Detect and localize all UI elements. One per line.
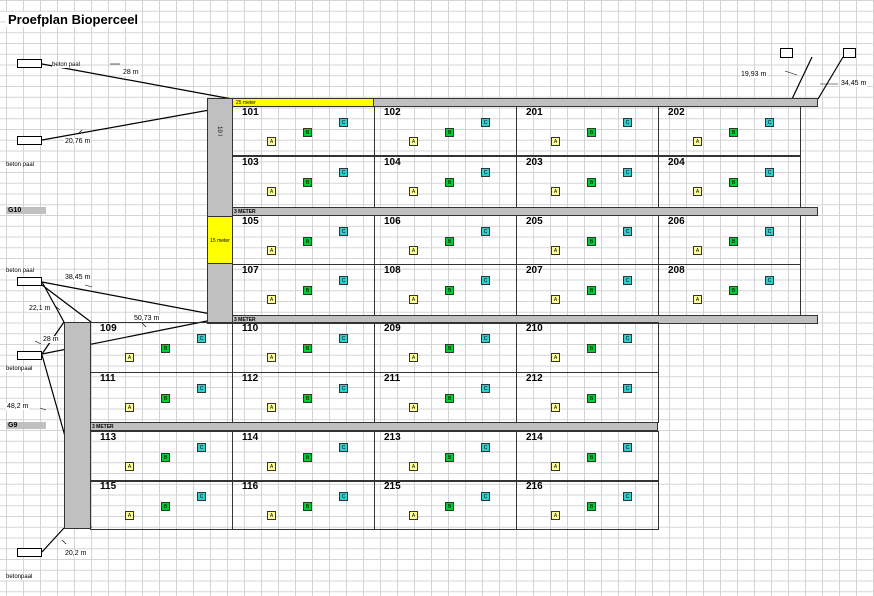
plot-number: 212 [526, 373, 543, 384]
marker-b: B [729, 237, 738, 246]
marker-a: A [409, 403, 418, 412]
plot-109 [90, 322, 233, 373]
group-label-g10: G10 [6, 207, 46, 214]
marker-a: A [551, 403, 560, 412]
plot-103 [232, 156, 375, 208]
marker-b: B [161, 502, 170, 511]
marker-b: B [445, 502, 454, 511]
marker-b: B [303, 237, 312, 246]
marker-b: B [303, 394, 312, 403]
plot-number: 107 [242, 265, 259, 276]
marker-a: A [267, 295, 276, 304]
plot-number: 102 [384, 107, 401, 118]
marker-a: A [693, 137, 702, 146]
marker-a: A [409, 295, 418, 304]
plot-203 [516, 156, 659, 208]
measurement-label: 38,45 m [65, 274, 91, 281]
marker-c: C [765, 168, 774, 177]
measurement-label: 22,1 m [29, 305, 51, 312]
marker-c: C [339, 492, 348, 501]
marker-a: A [267, 403, 276, 412]
marker-c: C [197, 443, 206, 452]
pole-label: beton paal [6, 162, 35, 168]
marker-a: A [267, 187, 276, 196]
plot-number: 215 [384, 481, 401, 492]
marker-a: A [693, 246, 702, 255]
beton-pole-left-2 [17, 136, 42, 145]
plot-115 [90, 480, 233, 530]
marker-c: C [623, 492, 632, 501]
betonpole-left-5 [17, 548, 42, 557]
label-25-meter: 25 meter [232, 98, 374, 107]
marker-b: B [587, 394, 596, 403]
marker-b: B [587, 178, 596, 187]
marker-b: B [729, 286, 738, 295]
plot-number: 110 [242, 323, 259, 334]
page-title: Proefplan Bioperceel [8, 12, 139, 27]
marker-c: C [481, 227, 490, 236]
marker-c: C [339, 384, 348, 393]
marker-c: C [623, 334, 632, 343]
plot-number: 112 [242, 373, 259, 384]
plot-204 [658, 156, 801, 208]
plot-number: 103 [242, 157, 259, 168]
marker-a: A [267, 137, 276, 146]
plot-107 [232, 264, 375, 316]
marker-a: A [125, 462, 134, 471]
pole-label: beton paal [52, 62, 81, 68]
label-10-meter: 10 l [215, 126, 222, 136]
measurement-label: 28 m [123, 69, 139, 76]
plot-110 [232, 322, 375, 373]
pole-label: beton paal [6, 268, 35, 274]
plot-111 [90, 372, 233, 423]
marker-c: C [481, 334, 490, 343]
plot-number: 213 [384, 432, 401, 443]
path-vertical-lower [64, 322, 91, 529]
plot-106 [374, 215, 517, 265]
marker-a: A [551, 295, 560, 304]
plot-209 [374, 322, 517, 373]
plot-number: 114 [242, 432, 259, 443]
plot-number: 111 [100, 373, 116, 384]
plot-214 [516, 431, 659, 482]
marker-b: B [303, 344, 312, 353]
measurement-label: 20,76 m [65, 138, 91, 145]
plot-number: 109 [100, 323, 117, 334]
measurement-label: 20,2 m [65, 550, 87, 557]
marker-a: A [409, 462, 418, 471]
marker-c: C [339, 227, 348, 236]
marker-a: A [551, 511, 560, 520]
plot-105 [232, 215, 375, 265]
marker-c: C [197, 492, 206, 501]
marker-c: C [623, 227, 632, 236]
plot-number: 106 [384, 216, 401, 227]
marker-b: B [445, 394, 454, 403]
plot-number: 207 [526, 265, 543, 276]
marker-a: A [125, 511, 134, 520]
path-row-2: 3 METER [232, 315, 818, 324]
marker-c: C [481, 492, 490, 501]
plot-108 [374, 264, 517, 316]
plot-113 [90, 431, 233, 482]
measurement-label: 28 m [43, 336, 59, 343]
group-label-g9: G9 [6, 422, 46, 429]
marker-c: C [623, 118, 632, 127]
marker-c: C [765, 227, 774, 236]
marker-a: A [551, 353, 560, 362]
marker-c: C [197, 334, 206, 343]
marker-b: B [303, 502, 312, 511]
marker-c: C [481, 168, 490, 177]
plot-101 [232, 106, 375, 156]
plot-number: 216 [526, 481, 543, 492]
plot-number: 202 [668, 107, 685, 118]
marker-b: B [729, 178, 738, 187]
path-row-1: 3 METER [232, 207, 818, 216]
marker-b: B [161, 344, 170, 353]
marker-a: A [693, 187, 702, 196]
marker-b: B [445, 237, 454, 246]
marker-c: C [339, 118, 348, 127]
plot-number: 108 [384, 265, 401, 276]
marker-a: A [267, 246, 276, 255]
marker-a: A [409, 187, 418, 196]
plot-number: 206 [668, 216, 685, 227]
plot-number: 205 [526, 216, 543, 227]
marker-b: B [303, 178, 312, 187]
marker-b: B [445, 453, 454, 462]
marker-a: A [693, 295, 702, 304]
marker-c: C [339, 168, 348, 177]
plot-number: 214 [526, 432, 543, 443]
marker-a: A [551, 462, 560, 471]
marker-a: A [551, 187, 560, 196]
marker-a: A [409, 353, 418, 362]
measurement-label: 19,93 m [741, 71, 767, 78]
beton-pole-top-right-2 [843, 48, 856, 58]
pole-label: betonpaal [6, 574, 33, 580]
plot-210 [516, 322, 659, 373]
marker-a: A [551, 137, 560, 146]
plot-212 [516, 372, 659, 423]
marker-c: C [623, 276, 632, 285]
plot-116 [232, 480, 375, 530]
marker-a: A [409, 246, 418, 255]
marker-b: B [587, 453, 596, 462]
marker-b: B [729, 128, 738, 137]
measurement-label: 34,45 m [841, 80, 867, 87]
marker-a: A [409, 137, 418, 146]
marker-b: B [587, 344, 596, 353]
marker-c: C [623, 443, 632, 452]
marker-c: C [481, 118, 490, 127]
marker-a: A [267, 353, 276, 362]
plot-201 [516, 106, 659, 156]
plot-number: 201 [526, 107, 543, 118]
plot-112 [232, 372, 375, 423]
plot-202 [658, 106, 801, 156]
measurement-label: 48,2 m [7, 403, 29, 410]
plot-number: 113 [100, 432, 117, 443]
marker-c: C [481, 384, 490, 393]
marker-b: B [445, 344, 454, 353]
marker-b: B [161, 394, 170, 403]
plot-number: 208 [668, 265, 685, 276]
marker-c: C [197, 384, 206, 393]
marker-b: B [587, 128, 596, 137]
marker-a: A [125, 353, 134, 362]
marker-c: C [339, 443, 348, 452]
marker-c: C [623, 168, 632, 177]
marker-c: C [481, 276, 490, 285]
marker-a: A [551, 246, 560, 255]
label-15-meter: 15 meter [207, 216, 233, 264]
beton-pole-left-3 [17, 277, 42, 286]
plot-number: 115 [100, 481, 117, 492]
marker-c: C [623, 384, 632, 393]
pole-label: betonpaal [6, 366, 33, 372]
plot-102 [374, 106, 517, 156]
marker-c: C [765, 276, 774, 285]
plot-number: 204 [668, 157, 685, 168]
marker-a: A [409, 511, 418, 520]
marker-b: B [587, 502, 596, 511]
plot-215 [374, 480, 517, 530]
plot-216 [516, 480, 659, 530]
plot-number: 105 [242, 216, 259, 227]
plot-number: 211 [384, 373, 401, 384]
plot-213 [374, 431, 517, 482]
marker-c: C [765, 118, 774, 127]
beton-pole-top-right-1 [780, 48, 793, 58]
marker-c: C [481, 443, 490, 452]
plot-number: 116 [242, 481, 259, 492]
marker-a: A [267, 511, 276, 520]
marker-b: B [161, 453, 170, 462]
plot-208 [658, 264, 801, 316]
plot-number: 209 [384, 323, 401, 334]
marker-b: B [587, 286, 596, 295]
plot-number: 203 [526, 157, 543, 168]
marker-b: B [445, 178, 454, 187]
plot-211 [374, 372, 517, 423]
marker-c: C [339, 334, 348, 343]
marker-a: A [125, 403, 134, 412]
path-row-3: 3 METER [90, 422, 658, 431]
marker-c: C [339, 276, 348, 285]
betonpole-left-4 [17, 351, 42, 360]
plot-205 [516, 215, 659, 265]
plot-114 [232, 431, 375, 482]
plot-206 [658, 215, 801, 265]
marker-b: B [445, 128, 454, 137]
plot-104 [374, 156, 517, 208]
plot-number: 101 [242, 107, 259, 118]
marker-a: A [267, 462, 276, 471]
marker-b: B [303, 453, 312, 462]
plot-number: 104 [384, 157, 401, 168]
plot-number: 210 [526, 323, 543, 334]
measurement-label: 50,73 m [134, 315, 160, 322]
marker-b: B [303, 128, 312, 137]
marker-b: B [587, 237, 596, 246]
marker-b: B [445, 286, 454, 295]
plot-207 [516, 264, 659, 316]
marker-b: B [303, 286, 312, 295]
beton-pole-top-left [17, 59, 42, 68]
